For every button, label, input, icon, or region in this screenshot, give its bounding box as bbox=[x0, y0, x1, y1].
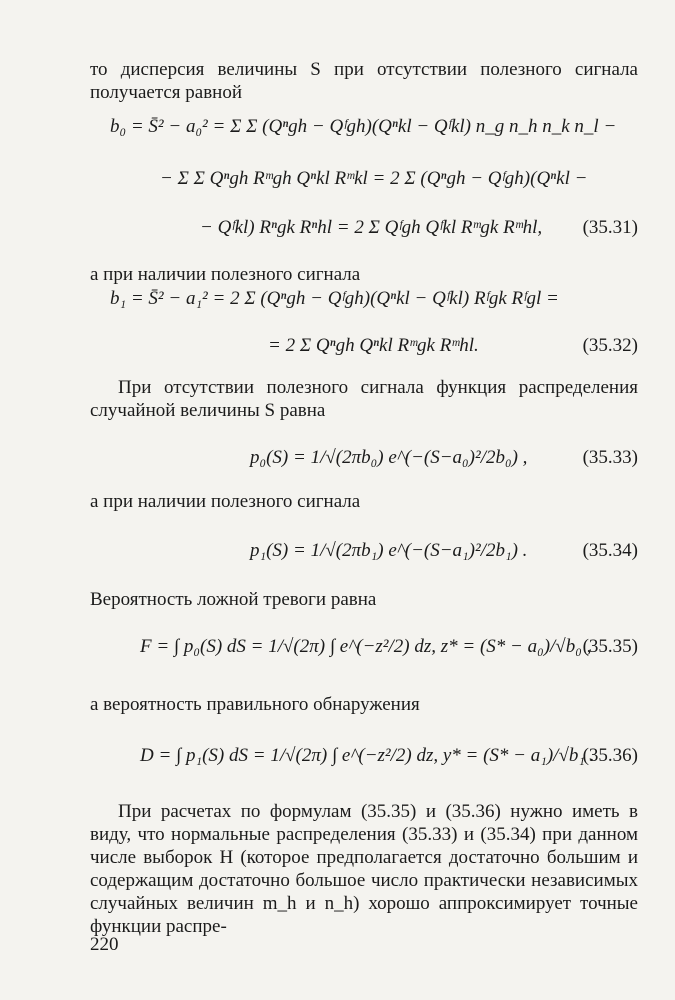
equation-35-32-line-1: b₁ = S̄² − a₁² = 2 Σ (Qⁿgh − Qᶠgh)(Qⁿkl − Qᶠkl) Rᶠgk Rᶠgl = bbox=[110, 288, 559, 309]
equation-number: (35.32) bbox=[582, 335, 638, 356]
equation-35-31-line-1: b₀ = S̄² − a₀² = Σ Σ (Qⁿgh − Qᶠgh)(Qⁿkl − Qᶠkl) n_g n_h n_k n_l − bbox=[110, 116, 617, 137]
paragraph-2: а при наличии полезного сигнала bbox=[90, 264, 361, 285]
paragraph-6: а вероятность правильного обнаружения bbox=[90, 694, 420, 715]
equation-35-31-line-3: − Qᶠkl) Rⁿgk Rⁿhl = 2 Σ Qᶠgh Qᶠkl Rᵐgk Rᵐhl, (35.31) bbox=[200, 217, 638, 238]
equation-number: (35.35) bbox=[582, 636, 638, 657]
equation-35-34: p₁(S) = 1/√(2πb₁) e^(−(S−a₁)²/2b₁) . (35.34) bbox=[250, 540, 638, 561]
paragraph-7: При расчетах по формулам (35.35) и (35.36) нужно иметь в виду, что нормальные распределения (35.33) и (35.34) при данном числе выборок H (которое предполагается достаточно большим и содержащим достаточно большое число практически независимых случайных величин m_h и n_h) хорошо аппроксимирует точные функции распре- bbox=[90, 801, 638, 937]
equation-35-33: p₀(S) = 1/√(2πb₀) e^(−(S−a₀)²/2b₀) , (35.33) bbox=[250, 447, 638, 468]
equation-number: (35.33) bbox=[582, 447, 638, 468]
equation-35-32-line-2: = 2 Σ Qⁿgh Qⁿkl Rᵐgk Rᵐhl. (35.32) bbox=[268, 335, 638, 356]
equation-35-35: F = ∫ p₀(S) dS = 1/√(2π) ∫ e^(−z²/2) dz, z* = (S* − a₀)/√b₀ , (35.35) bbox=[140, 636, 638, 657]
paragraph-4: а при наличии полезного сигнала bbox=[90, 491, 361, 512]
paragraph-1: то дисперсия величины S при отсутствии полезного сигнала получается равной bbox=[90, 59, 638, 103]
page-number: 220 bbox=[90, 934, 119, 955]
paragraph-3: При отсутствии полезного сигнала функция распределения случайной величины S равна bbox=[90, 377, 638, 421]
equation-number: (35.34) bbox=[582, 540, 638, 561]
paragraph-5: Вероятность ложной тревоги равна bbox=[90, 589, 377, 610]
equation-number: (35.31) bbox=[582, 217, 638, 238]
equation-number: (35.36) bbox=[582, 745, 638, 766]
equation-35-31-line-2: − Σ Σ Qⁿgh Rᵐgh Qⁿkl Rᵐkl = 2 Σ (Qⁿgh − Qᶠgh)(Qⁿkl − bbox=[160, 168, 588, 189]
equation-35-36: D = ∫ p₁(S) dS = 1/√(2π) ∫ e^(−z²/2) dz, y* = (S* − a₁)/√b₁ . (35.36) bbox=[140, 745, 638, 766]
